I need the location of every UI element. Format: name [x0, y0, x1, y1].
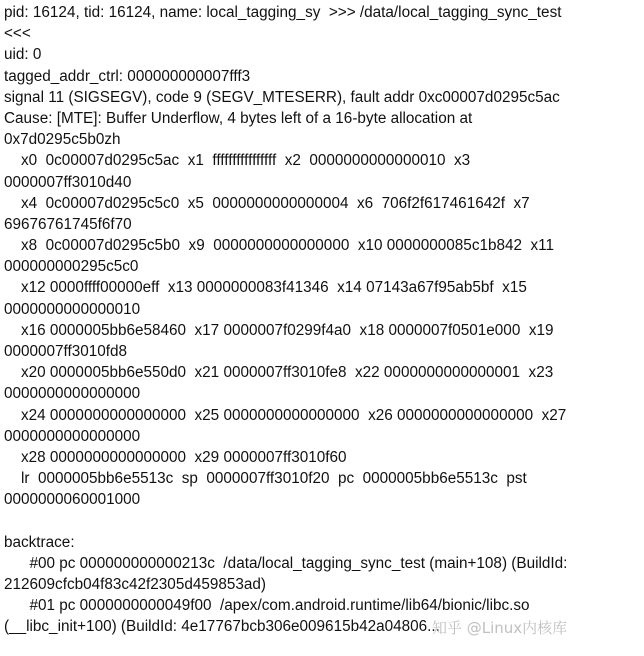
register-line: 000000000295c5c0	[4, 258, 139, 276]
backtrace-frame: 212609cfcb04f83c42f2305d459853ad)	[4, 576, 266, 594]
log-line: pid: 16124, tid: 16124, name: local_tagging_sy >>> /data/local_tagging_sync_test	[4, 4, 562, 21]
register-line: x28 0000000000000000 x29 0000007ff3010f60	[4, 448, 347, 466]
log-line: 0x7d0295c5b0zh	[4, 131, 121, 149]
register-line: 0000007ff3010d40	[4, 173, 132, 191]
register-line: 0000000060001000	[4, 491, 141, 509]
backtrace-frame: (__libc_init+100) (BuildId: 4e17767bcb306e009615b42a04806...	[4, 618, 440, 636]
log-line: <<<	[4, 25, 31, 43]
register-line: 69676761745f6f70	[4, 215, 132, 233]
register-line: x4 0c00007d0295c5c0 x5 0000000000000004 x6 706f2f617461642f x7	[4, 194, 530, 212]
register-line: x20 0000005bb6e550d0 x21 0000007ff3010fe8 x22 0000000000000001 x23	[4, 364, 554, 382]
log-line: tagged_addr_ctrl: 000000000007fff3	[4, 67, 251, 85]
register-line: 0000000000000000	[4, 427, 141, 445]
register-line: x12 0000ffff00000eff x13 0000000083f41346 x14 07143a67f95ab5bf x15	[4, 279, 527, 297]
register-line: x0 0c00007d0295c5ac x1 ffffffffffffffff x2 0000000000000010 x3	[4, 152, 471, 170]
log-line: signal 11 (SIGSEGV), code 9 (SEGV_MTESERR), fault addr 0xc00007d0295c5ac	[4, 88, 560, 106]
blank-line	[4, 511, 638, 532]
register-line: 0000007ff3010fd8	[4, 343, 128, 360]
register-line: x24 0000000000000000 x25 0000000000000000 x26 0000000000000000 x27	[4, 406, 567, 424]
backtrace-frame: #01 pc 0000000000049f00 /apex/com.android.runtime/lib64/bionic/libc.so	[4, 597, 530, 615]
register-line: 0000000000000010	[4, 300, 141, 318]
watermark: 知乎 @Linux内核库	[432, 619, 568, 637]
register-line: lr 0000005bb6e5513c sp 0000007ff3010f20 pc 0000005bb6e5513c pst	[4, 470, 527, 488]
register-line: x8 0c00007d0295c5b0 x9 0000000000000000 x10 0000000085c1b842 x11	[4, 237, 555, 255]
register-line: 0000000000000000	[4, 385, 141, 403]
backtrace-frame: #00 pc 000000000000213c /data/local_tagging_sync_test (main+108) (BuildId:	[4, 554, 568, 572]
register-line: x16 0000005bb6e58460 x17 0000007f0299f4a0 x18 0000007f0501e000 x19	[4, 321, 554, 339]
backtrace-heading: backtrace:	[4, 533, 75, 551]
log-line: uid: 0	[4, 46, 42, 64]
log-line: Cause: [MTE]: Buffer Underflow, 4 bytes left of a 16-byte allocation at	[4, 109, 473, 127]
